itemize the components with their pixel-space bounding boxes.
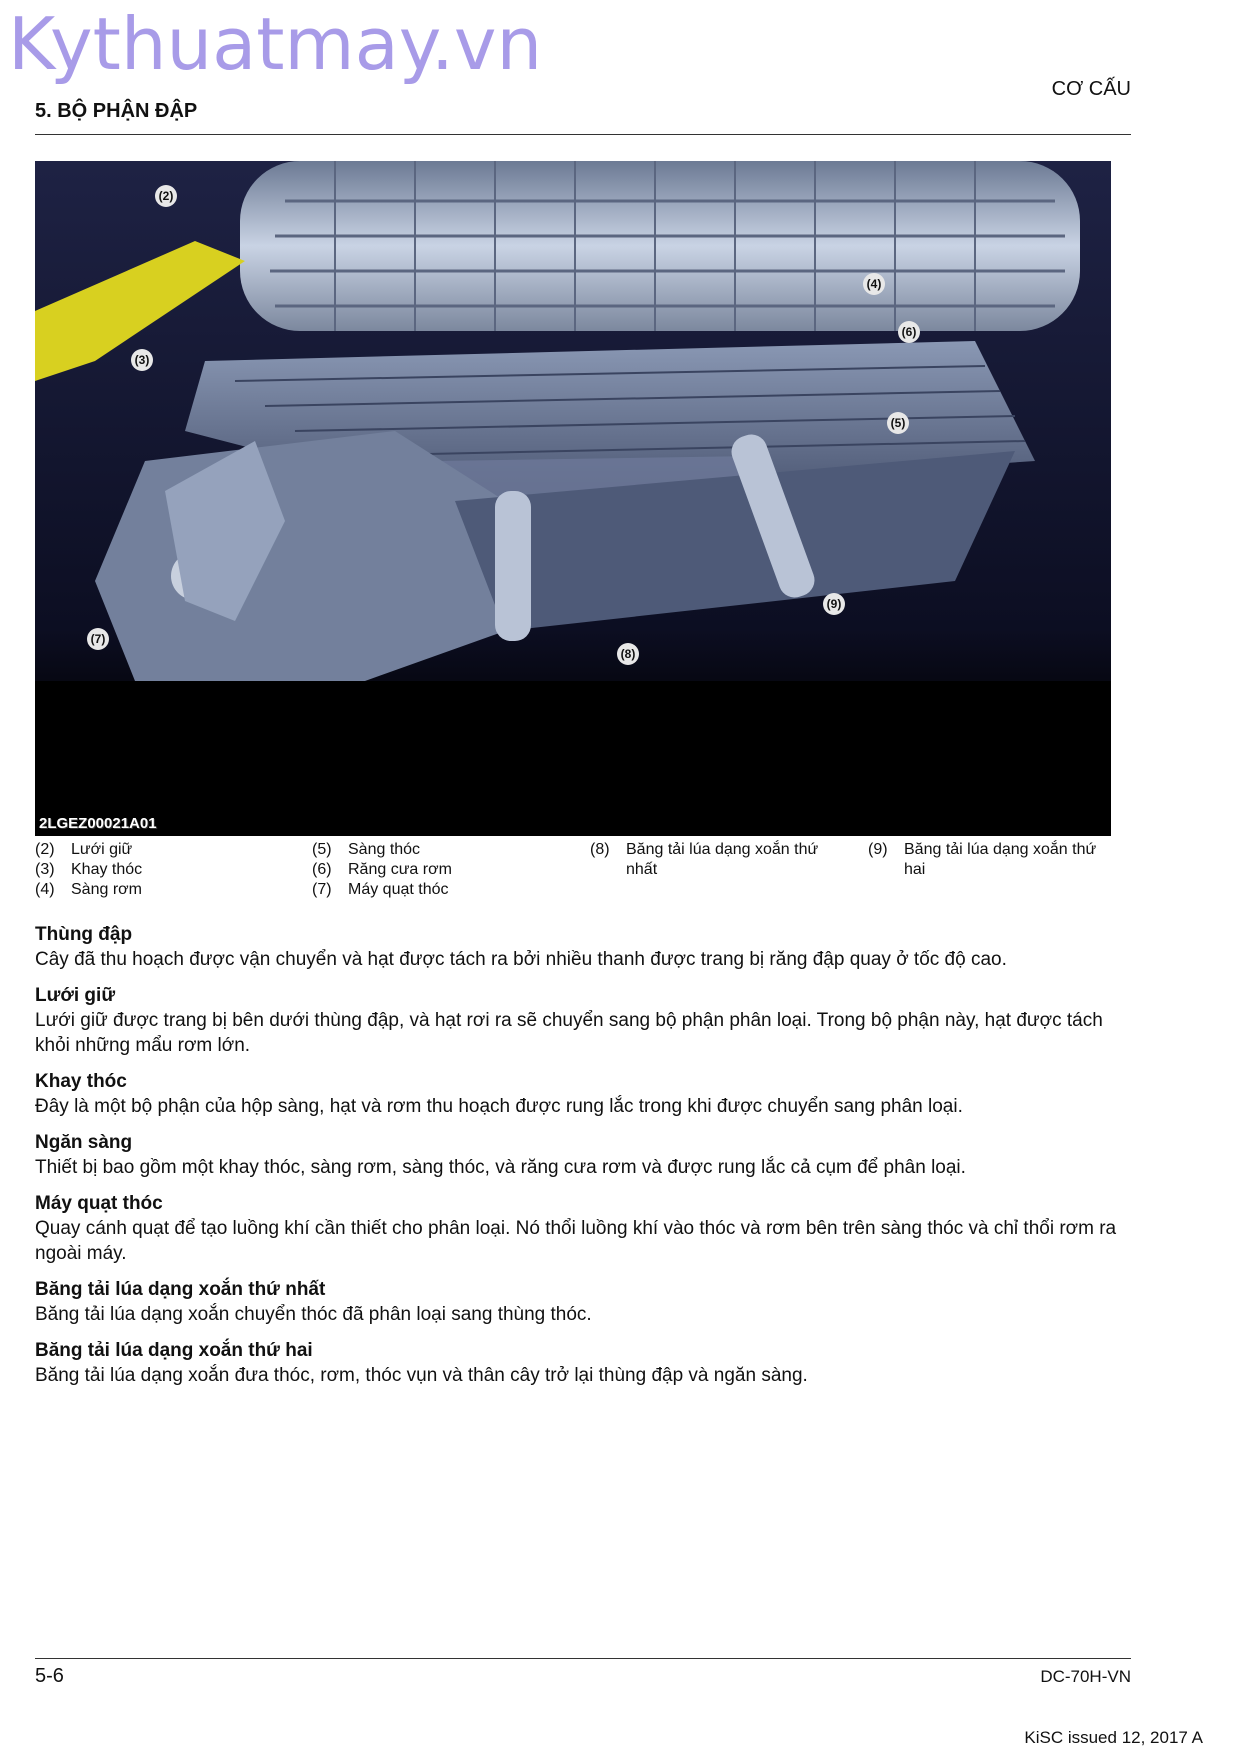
legend-label: Sàng rơm [71,881,142,898]
legend-item [868,840,1118,880]
legend-label: Băng tải lúa dạng xoắn thứ hai [904,841,1097,878]
legend-item [590,840,840,880]
legend-num: (2) [35,841,55,858]
callout-9: (9) [823,593,845,615]
block-body: Đây là một bộ phận của hộp sàng, hạt và rơm thu hoạch được rung lắc trong khi được chuyển sang phân loại. [35,1096,963,1117]
legend-num: (4) [35,881,55,898]
callout-6: (6) [898,321,920,343]
threshing-unit-figure [35,161,1111,836]
block-heading: Khay thóc [35,1071,127,1092]
issued-note: KiSC issued 12, 2017 A [1024,1728,1203,1747]
legend-column [590,840,840,880]
figure-id: 2LGEZ00021A01 [39,815,157,832]
watermark: Kythuatmay.vn [8,2,543,86]
legend-column [868,840,1118,880]
description-block [35,983,1131,1058]
description-block [35,1130,1131,1180]
page-number: 5-6 [35,1665,64,1687]
description-block [35,1277,1131,1327]
legend-num: (5) [312,841,332,858]
block-body: Cây đã thu hoạch được vận chuyển và hạt được tách ra bởi nhiều thanh được trang bị răng đập quay ở tốc độ cao. [35,949,1007,970]
description-block [35,1069,1131,1119]
legend-num: (7) [312,881,332,898]
legend-column [312,840,572,900]
block-body: Băng tải lúa dạng xoắn đưa thóc, rơm, thóc vụn và thân cây trở lại thùng đập và ngăn sàng. [35,1365,808,1386]
legend-item [35,840,295,860]
legend-num: (8) [590,841,610,858]
callout-5: (5) [887,412,909,434]
legend-label: Băng tải lúa dạng xoắn thứ nhất [626,841,819,878]
legend-item [312,860,572,880]
callout-8: (8) [617,643,639,665]
figure-illustration [35,161,1111,836]
legend-label: Răng cưa rơm [348,861,452,878]
block-body: Quay cánh quạt để tạo luồng khí cần thiết cho phân loại. Nó thổi luồng khí vào thóc và rơm bên trên sàng thóc và chỉ thổi rơm ra ngoài máy. [35,1218,1117,1264]
description-block [35,1338,1131,1388]
legend-num: (6) [312,861,332,878]
document-code: DC-70H-VN [1040,1667,1131,1686]
chapter-title: CƠ CẤU [1051,78,1131,100]
block-heading: Lưới giữ [35,985,116,1006]
legend-item [312,880,572,900]
description-block [35,922,1131,972]
legend-label: Sàng thóc [348,841,421,858]
block-heading: Ngăn sàng [35,1132,133,1153]
block-body: Thiết bị bao gồm một khay thóc, sàng rơm, sàng thóc, và răng cưa rơm và được rung lắc cả cụm để phân loại. [35,1157,966,1178]
legend-item [312,840,572,860]
legend-label: Lưới giữ [71,841,133,858]
legend-column [35,840,295,900]
legend-num: (9) [868,841,888,858]
section-title: 5. BỘ PHẬN ĐẬP [35,100,198,122]
legend-label: Máy quạt thóc [348,881,449,898]
block-heading: Băng tải lúa dạng xoắn thứ nhất [35,1279,326,1300]
block-heading: Băng tải lúa dạng xoắn thứ hai [35,1340,313,1361]
callout-7: (7) [87,628,109,650]
callout-3: (3) [131,349,153,371]
block-body: Băng tải lúa dạng xoắn chuyển thóc đã phân loại sang thùng thóc. [35,1304,592,1325]
footer-divider [35,1658,1131,1659]
legend-item [35,880,295,900]
description-block [35,1191,1131,1266]
block-heading: Máy quạt thóc [35,1193,163,1214]
header-divider [35,134,1131,135]
description-content [35,922,1131,1399]
legend-item [35,860,295,880]
callout-4: (4) [863,273,885,295]
block-body: Lưới giữ được trang bị bên dưới thùng đập, và hạt rơi ra sẽ chuyển sang bộ phận phân loại. Trong bộ phận này, hạt được tách khỏi những mẩu rơm lớn. [35,1010,1103,1056]
callout-2: (2) [155,185,177,207]
legend-num: (3) [35,861,55,878]
block-heading: Thùng đập [35,924,133,945]
legend-label: Khay thóc [71,861,143,878]
